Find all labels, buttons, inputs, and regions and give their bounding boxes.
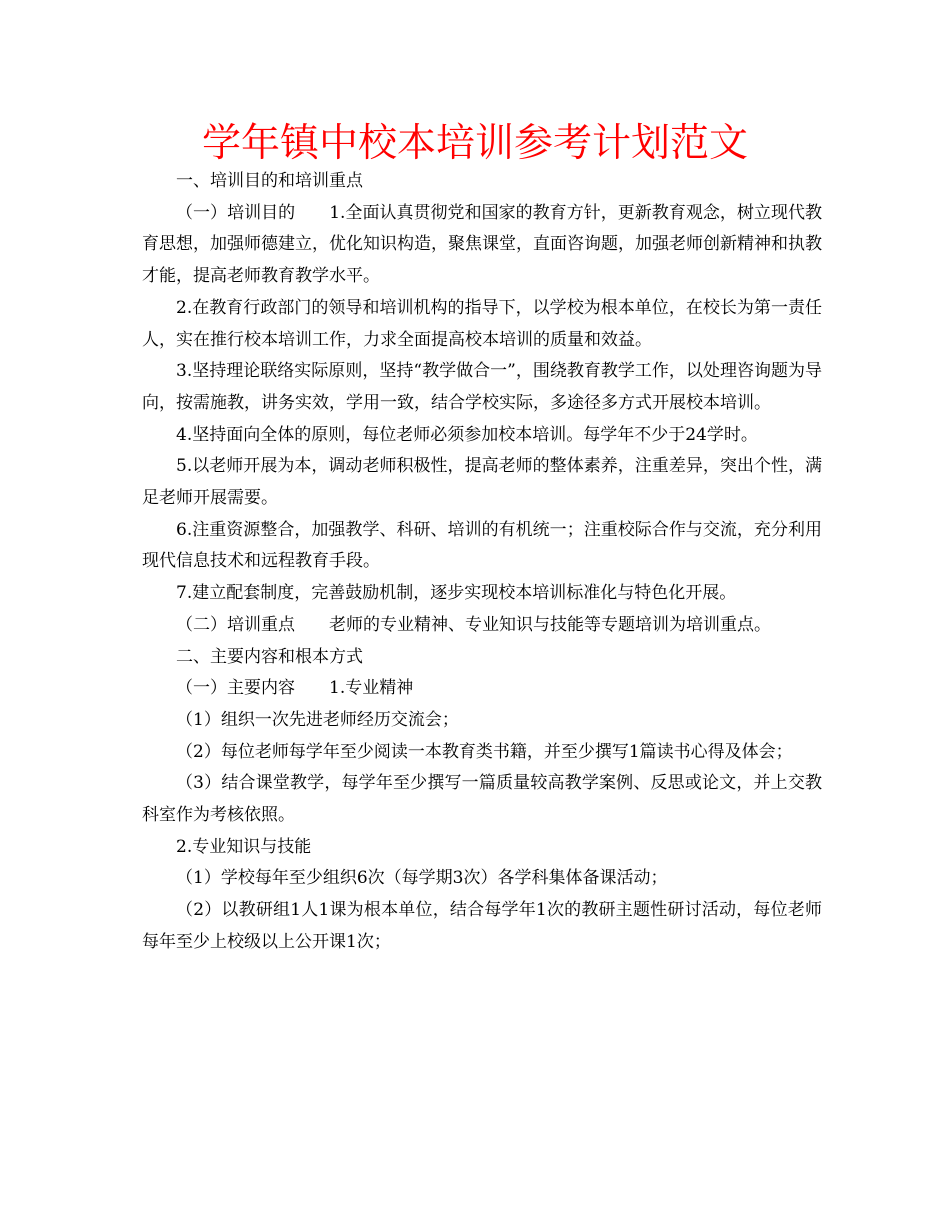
document-body: [142, 166, 822, 959]
paragraph-item-6: 6.注重资源整合，加强教学、科研、培训的有机统一；注重校际合作与交流，充分利用现代信息技术和远程教育手段。: [142, 519, 822, 572]
paragraph-item-7: 7.建立配套制度，完善鼓励机制，逐步实现校本培训标准化与特色化开展。: [176, 583, 737, 604]
document-title: 学年镇中校本培训参考计划范文: [201, 121, 748, 166]
list-item-2: （2）每位老师每学年至少阅读一本教育类书籍，并至少撰写1篇读书心得及体会；: [176, 741, 793, 762]
paragraph-item-5: 5.以老师开展为本，调动老师积极性，提高老师的整体素养，注重差异，突出个性，满足老师开展需要。: [142, 456, 822, 509]
paragraph-item-2: 2.在教育行政部门的领导和培训机构的指导下，以学校为根本单位，在校长为第一责任人，实在推行校本培训工作，力求全面提高校本培训的质量和效益。: [142, 297, 822, 350]
list-item-1: （1）组织一次先进老师经历交流会；: [176, 709, 459, 730]
list-item-skills-2: （2）以教研组1人1课为根本单位，结合每学年1次的教研主题性研讨活动，每位老师每年至少上校级以上公开课1次；: [142, 900, 822, 952]
list-item-skills-1: （1）学校每年至少组织6次（每学期3次）各学科集体备课活动；: [176, 868, 668, 889]
list-item-3: （3）结合课堂教学，每学年至少撰写一篇质量较高教学案例、反思或论文，并上交教科室作为考核依照。: [142, 773, 822, 826]
section-heading-2: 二、主要内容和根本方式: [176, 646, 363, 667]
subsection-heading-skills: 2.专业知识与技能: [176, 836, 312, 857]
paragraph-training-goal: （一）培训目的 1.全面认真贯彻党和国家的教育方针，更新教育观念，树立现代教育思想，加强师德建立，优化知识构造，聚焦课堂，直面咨询题，加强老师创新精神和执教才能，提高老师教育教学水平。: [142, 202, 822, 287]
paragraph-item-4: 4.坚持面向全体的原则，每位老师必须参加校本培训。每学年不少于24学时。: [176, 424, 758, 445]
paragraph-item-3: 3.坚持理论联络实际原则，坚持“教学做合一”，围绕教育教学工作，以处理咨询题为导向，按需施教，讲务实效，学用一致，结合学校实际，多途径多方式开展校本培训。: [142, 361, 822, 413]
section-heading-1: 一、培训目的和培训重点: [176, 171, 363, 191]
paragraph-main-content: （一）主要内容 1.专业精神: [176, 678, 414, 699]
paragraph-training-focus: （二）培训重点 老师的专业精神、专业知识与技能等专题培训为培训重点。: [176, 614, 771, 635]
